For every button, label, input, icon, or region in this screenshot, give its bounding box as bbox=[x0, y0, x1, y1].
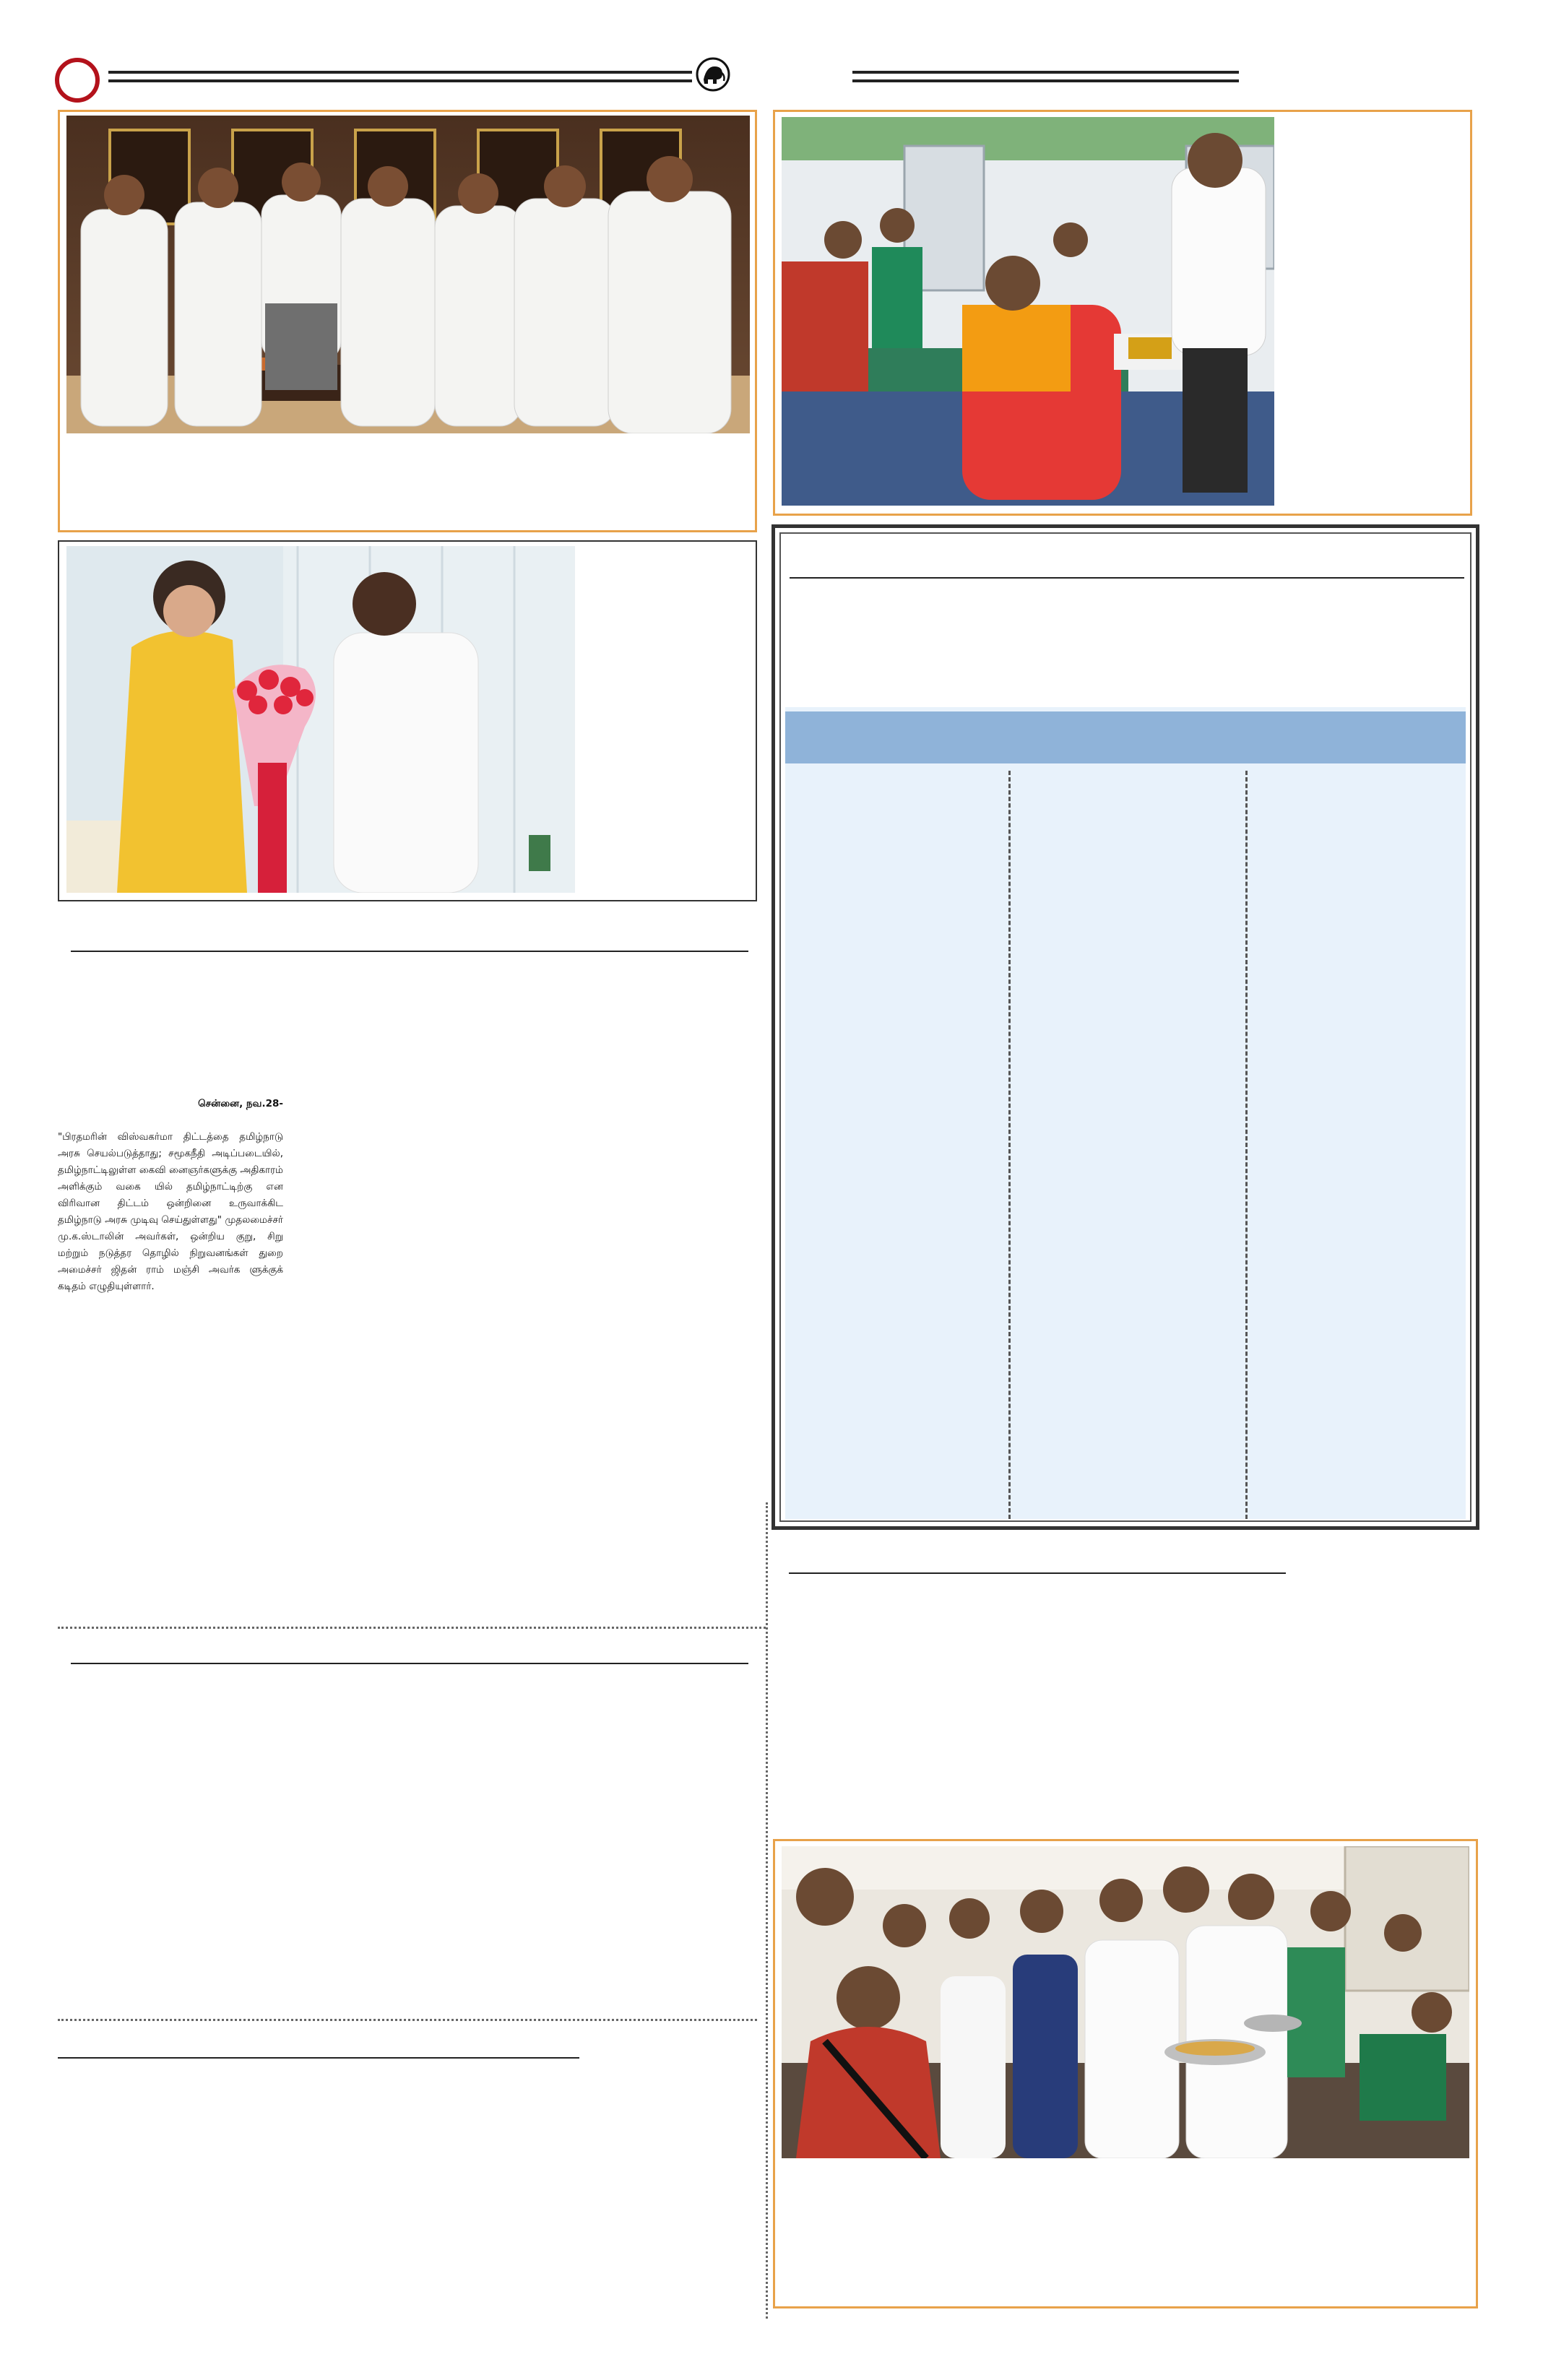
photo-greeting-bouquet bbox=[66, 546, 575, 893]
red-circle-logo bbox=[55, 58, 100, 103]
masthead bbox=[0, 0, 1543, 108]
boxed-article-headline bbox=[785, 711, 1466, 763]
left-article3-top-rule bbox=[58, 2057, 579, 2059]
boxed-article-fill bbox=[785, 707, 1466, 1519]
boxed-col-divider-2 bbox=[1245, 771, 1248, 1519]
article-schemes-body: "பிரதமரின் விஸ்வகர்மா திட்டத்தை தமிழ்நாடு அரசு செயல்படுத்தாது; சமூகநீதி அடிப்படையில், தமிழ்நாட்டிலுள்ள கைவி னைஞர்களுக்கு அதிகாரம் அளிக்கும் வகை யில் தமிழ்நாட்டிற்கு என விரிவான திட்டம் ஒன்றினை உருவாக்கிட தமிழ்நாடு அரசு முடிவு செய்துள்ளது" முதலமைச்சர் மு.க.ஸ்டாலின் அவர்கள், ஒன்றிய குறு, சிறு மற்றும் நடுத்தர தொழில் நிறுவனங்கள் துறை அமைச்சர் ஜிதன் ராம் மஞ்சி அவர்க ளுக்குக் கடிதம் எழுதியுள்ளார். bbox=[58, 1131, 283, 1292]
masthead-rule-left-bottom bbox=[108, 79, 692, 82]
left-article1-bottom-rule bbox=[58, 1627, 766, 1629]
boxed-article-top-rule bbox=[790, 577, 1464, 579]
boxed-article bbox=[772, 524, 1479, 1530]
party-emblem-icon bbox=[695, 56, 731, 92]
boxed-article-text bbox=[785, 774, 1002, 823]
left-article2-top-rule bbox=[71, 1663, 748, 1664]
article-schemes-dateline: சென்னை, நவ.28- bbox=[198, 1098, 283, 1109]
column-divider bbox=[766, 1502, 768, 2319]
boxed-col-divider-1 bbox=[1008, 771, 1011, 1519]
masthead-rule-right-bottom bbox=[852, 79, 1239, 82]
photo-hospital-visit bbox=[782, 117, 1274, 506]
right-article-top-rule bbox=[789, 1572, 1286, 1574]
article-schemes-text bbox=[58, 1079, 283, 1295]
photo-group-meeting bbox=[66, 116, 750, 433]
masthead-rule-left-top bbox=[108, 71, 692, 74]
left-article2-bottom-rule bbox=[58, 2019, 757, 2021]
left-article1-top-rule bbox=[71, 951, 748, 952]
photo-food-serving bbox=[782, 1846, 1469, 2158]
masthead-rule-right-top bbox=[852, 71, 1239, 74]
